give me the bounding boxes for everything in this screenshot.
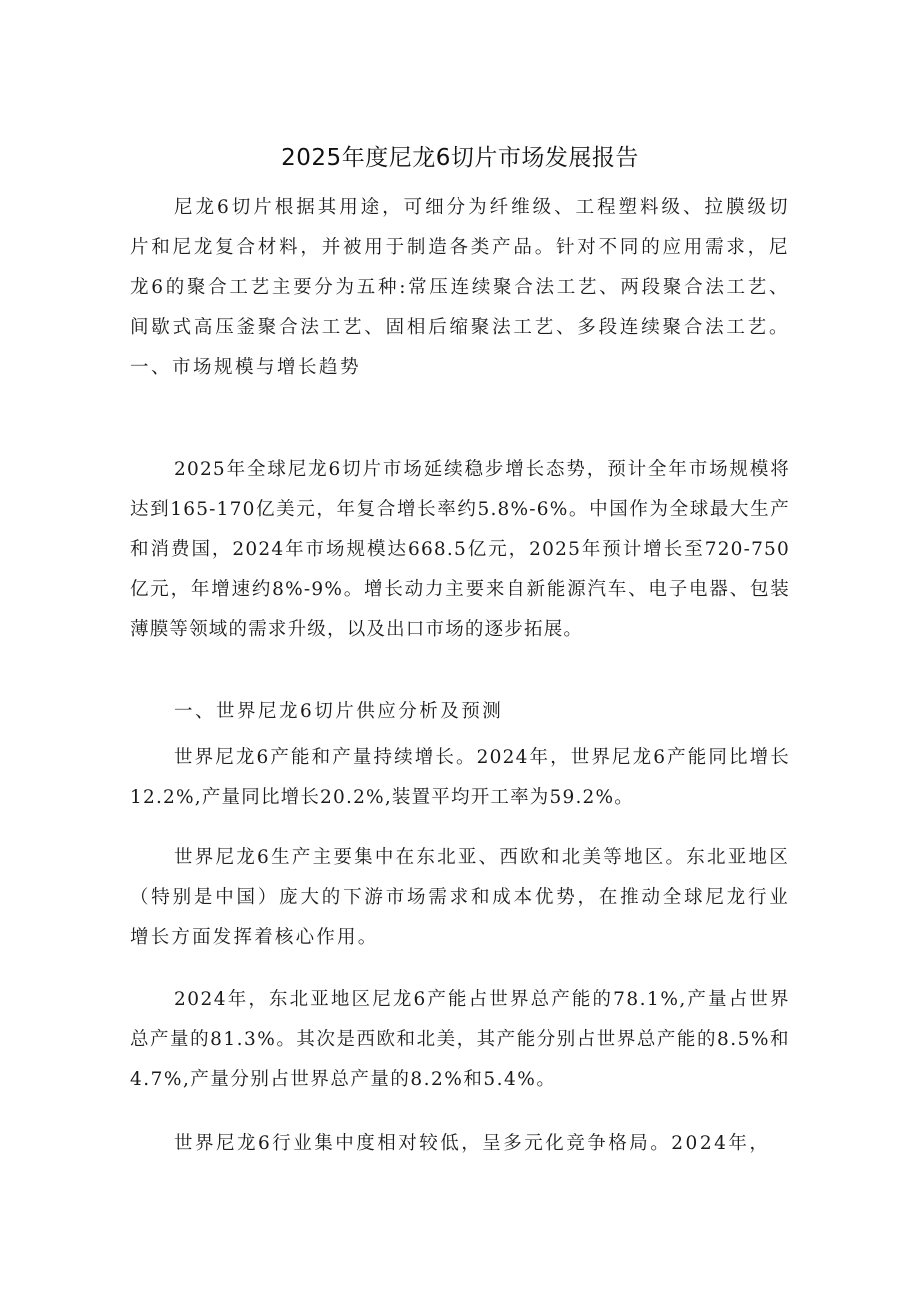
paragraph-classification: 尼龙6切片根据其用途，可细分为纤维级、工程塑料级、拉膜级切片和尼龙复合材料，并被用于制造各类产品。针对不同的应用需求，尼龙6的聚合工艺主要分为五种:常压连续聚合法工艺、两段聚合法工艺、间歇式高压釜聚合法工艺、固相后缩聚法工艺、多段连续聚合法工艺。一、市场规模与增长趋势 xyxy=(130,197,790,378)
paragraph-concentration: 世界尼龙6行业集中度相对较低，呈多元化竞争格局。2024年， xyxy=(174,1133,771,1154)
paragraph-market-size: 2025年全球尼龙6切片市场延续稳步增长态势，预计全年市场规模将达到165-170亿美元，年复合增长率约5.8%-6%。中国作为全球最大生产和消费国，2024年市场规模达668.5亿元，2025年预计增长至720-750亿元，年增速约8%-9%。增长动力主要来自新能源汽车、电子电器、包装薄膜等领域的需求升级，以及出口市场的逐步拓展。 xyxy=(130,459,790,640)
section-heading-supply: 一、世界尼龙6切片供应分析及预测 xyxy=(174,701,504,722)
paragraph-capacity-growth: 世界尼龙6产能和产量持续增长。2024年，世界尼龙6产能同比增长12.2%,产量同比增长20.2%,装置平均开工率为59.2%。 xyxy=(130,747,790,808)
paragraph-regional-share: 2024年，东北亚地区尼龙6产能占世界总产能的78.1%,产量占世界总产量的81.3%。其次是西欧和北美，其产能分别占世界总产能的8.5%和4.7%,产量分别占世界总产量的8.2%和5.4%。 xyxy=(130,989,790,1090)
paragraph-regions: 世界尼龙6生产主要集中在东北亚、西欧和北美等地区。东北亚地区（特别是中国）庞大的下游市场需求和成本优势，在推动全球尼龙行业增长方面发挥着核心作用。 xyxy=(130,847,790,948)
document-title: 2025年度尼龙6切片市场发展报告 xyxy=(281,145,639,172)
